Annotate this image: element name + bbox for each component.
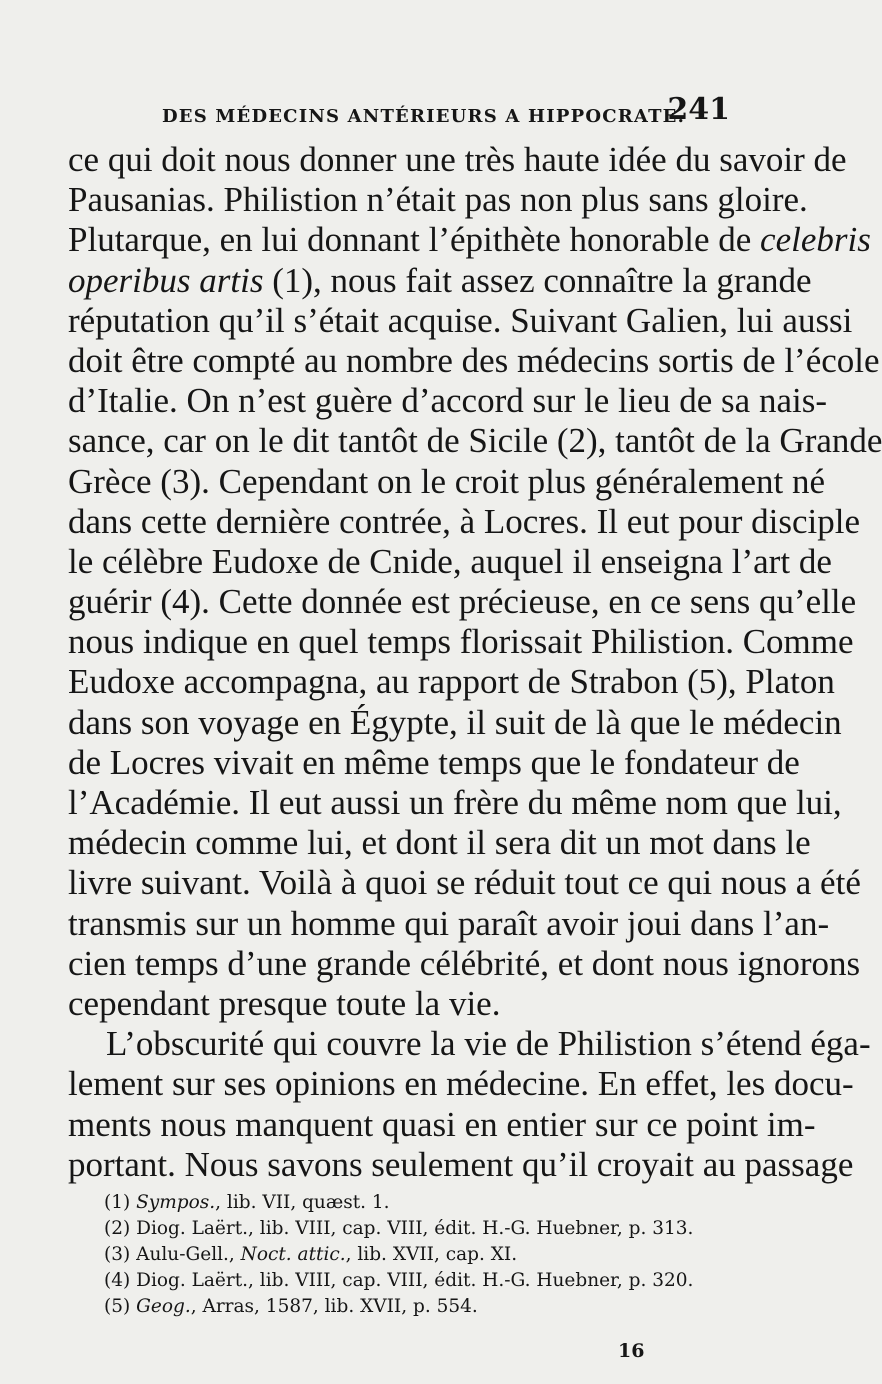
text-line: cependant presque toute la vie. (68, 983, 501, 1023)
text-line: guérir (4). Cette donnée est précieuse, en ce sens qu’elle (68, 582, 857, 622)
footnote-text: Diog. Laërt., lib. VIII, cap. VIII, édit. H.-G. Huebner, p. 313. (136, 1218, 694, 1239)
footnote (104, 1242, 740, 1268)
text-line: sance, car on le dit tantôt de Sicile (2), tantôt de la Grande (68, 421, 882, 461)
text-fragment: (1), nous fait assez connaître la grande (272, 260, 812, 300)
footnote (104, 1268, 740, 1294)
text-line: lement sur ses opinions en médecine. En effet, les docu- (68, 1064, 854, 1104)
text-line: L’obscurité qui couvre la vie de Philistion s’étend éga- (106, 1024, 871, 1064)
text-line: dans cette dernière contrée, à Locres. Il eut pour disciple (68, 501, 860, 541)
footnote-text: , lib. VII, quæst. 1. (215, 1192, 390, 1213)
signature-mark: 16 (618, 1340, 645, 1362)
footnote (104, 1216, 740, 1242)
text-line: de Locres vivait en même temps que le fondateur de (68, 742, 800, 782)
footnote-title: Noct. attic. (240, 1244, 346, 1265)
footnote-mark: (4) (104, 1270, 131, 1291)
text-line: d’Italie. On n’est guère d’accord sur le lieu de sa nais- (68, 381, 827, 421)
text-line: livre suivant. Voilà à quoi se réduit tout ce qui nous a été (68, 863, 861, 903)
footnote-author: Aulu-Gell., (136, 1244, 241, 1265)
italic-term: celebris (760, 220, 871, 260)
text-line: l’Académie. Il eut aussi un frère du même nom que lui, (68, 783, 842, 822)
text-line: médecin comme lui, et dont il sera dit un mot dans le (68, 823, 811, 863)
footnote (104, 1190, 740, 1216)
text-line: Grèce (3). Cependant on le croit plus généralement né (68, 461, 826, 501)
text-line: nous indique en quel temps florissait Philistion. Comme (68, 622, 854, 662)
text-line: ce qui doit nous donner une très haute idée du savoir de (68, 140, 847, 179)
footnote-title: Geog. (136, 1296, 191, 1317)
text-line (68, 220, 871, 260)
footnote-text: , lib. XVII, cap. XI. (345, 1244, 518, 1265)
text-line: Eudoxe accompagna, au rapport de Strabon (5), Platon (68, 662, 835, 702)
page-number: 241 (667, 92, 730, 127)
footnote (104, 1294, 740, 1320)
footnote-title: Sympos. (136, 1192, 216, 1213)
text-line (68, 260, 812, 301)
footnote-mark: (1) (104, 1192, 131, 1213)
text-line: le célèbre Eudoxe de Cnide, auquel il enseigna l’art de (68, 541, 832, 581)
running-head: DES MÉDECINS ANTÉRIEURS A HIPPOCRATE. (162, 106, 686, 127)
footnote-mark: (2) (104, 1218, 131, 1239)
page-header (70, 92, 730, 132)
footnote-text: , Arras, 1587, lib. XVII, p. 554. (190, 1296, 478, 1317)
footnote-mark: (3) (104, 1244, 131, 1265)
text-line: doit être compté au nombre des médecins sortis de l’école (68, 340, 880, 380)
text-line: réputation qu’il s’était acquise. Suivant Galien, lui aussi (68, 300, 853, 340)
footnote-mark: (5) (104, 1296, 131, 1317)
main-text (68, 140, 882, 1185)
text-line: ments nous manquent quasi en entier sur ce point im- (68, 1104, 816, 1144)
footnotes (104, 1190, 740, 1320)
text-line: Pausanias. Philistion n’était pas non plus sans gloire. (68, 180, 808, 220)
text-line: portant. Nous savons seulement qu’il croyait au passage (68, 1144, 854, 1184)
italic-term: operibus artis (68, 260, 264, 300)
text-line: transmis sur un homme qui paraît avoir joui dans l’an- (68, 903, 830, 943)
text-line: cien temps d’une grande célébrité, et dont nous ignorons (68, 943, 861, 983)
footnote-text: Diog. Laërt., lib. VIII, cap. VIII, édit. H.-G. Huebner, p. 320. (136, 1270, 694, 1291)
text-fragment: Plutarque, en lui donnant l’épithète honorable de (68, 220, 752, 260)
text-line: dans son voyage en Égypte, il suit de là que le médecin (68, 702, 842, 742)
